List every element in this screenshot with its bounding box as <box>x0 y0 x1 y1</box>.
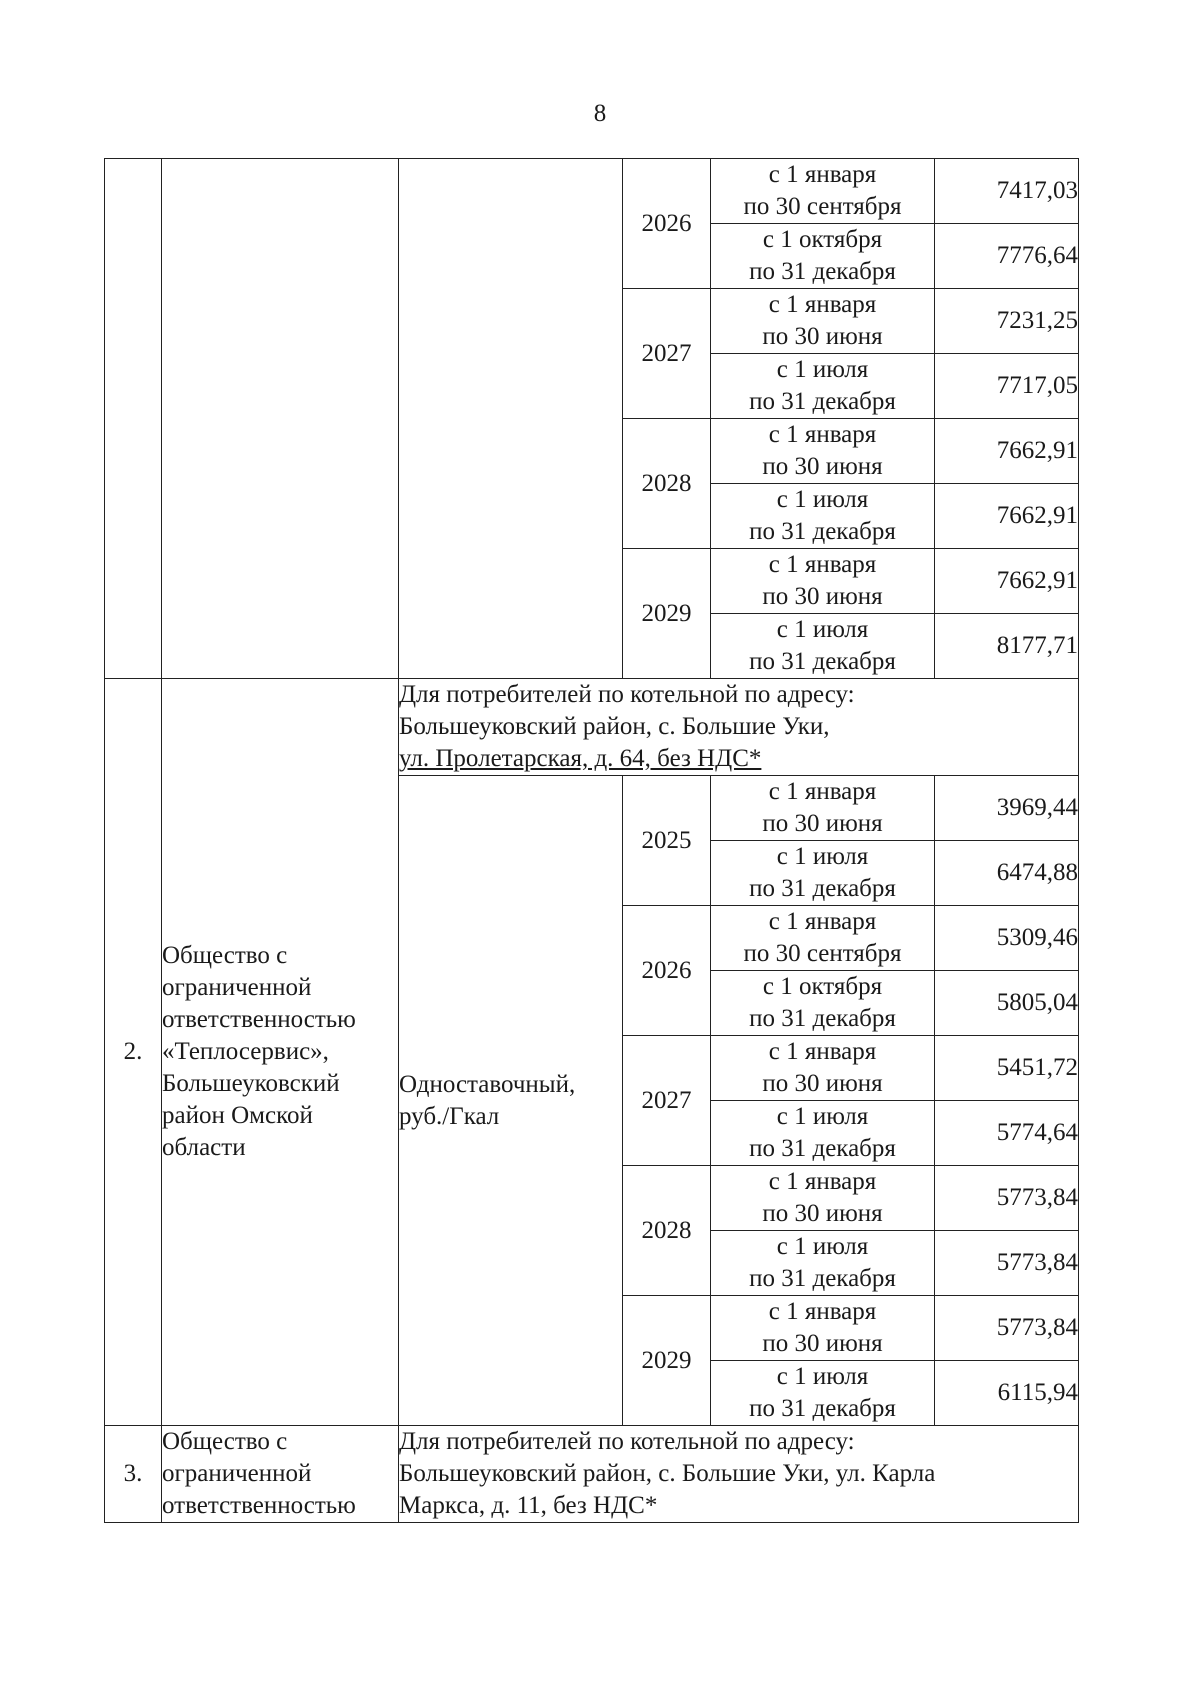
period-cell: с 1 июля по 31 декабря <box>711 484 935 549</box>
consumer-description: Для потребителей по котельной по адресу: Большеуковский район, с. Большие Уки, ул. Пролетарская, д. 64, без НДС* <box>399 679 1079 776</box>
tariff-value: 7231,25 <box>935 289 1079 354</box>
period-cell: с 1 января по 30 июня <box>711 289 935 354</box>
consumer-description: Для потребителей по котельной по адресу: Большеуковский район, с. Большие Уки, ул. Карла Маркса, д. 11, без НДС* <box>399 1426 1079 1523</box>
organization-name: Общество с ограниченной ответственностью <box>162 1426 399 1523</box>
tariff-value: 5773,84 <box>935 1296 1079 1361</box>
tariff-value: 7662,91 <box>935 549 1079 614</box>
tariff-value: 5773,84 <box>935 1231 1079 1296</box>
year-cell: 2029 <box>623 1296 711 1426</box>
table-row <box>105 159 1079 224</box>
page-number: 8 <box>593 100 607 127</box>
period-cell: с 1 января по 30 июня <box>711 776 935 841</box>
organization-name: Общество с ограниченной ответственностью «Теплосервис», Большеуковский район Омской области <box>162 679 399 1426</box>
period-cell: с 1 января по 30 сентября <box>711 159 935 224</box>
tariff-value: 6115,94 <box>935 1361 1079 1426</box>
year-cell: 2028 <box>623 419 711 549</box>
table-row <box>105 679 1079 776</box>
tariff-value: 7662,91 <box>935 419 1079 484</box>
tariff-value: 3969,44 <box>935 776 1079 841</box>
tariff-value: 7417,03 <box>935 159 1079 224</box>
tariff-type: Одноставочный, руб./Гкал <box>399 776 623 1426</box>
year-cell: 2026 <box>623 159 711 289</box>
blank-num-cell <box>105 159 162 679</box>
tariff-value: 7717,05 <box>935 354 1079 419</box>
tariff-value: 7776,64 <box>935 224 1079 289</box>
blank-type-cell <box>399 159 623 679</box>
year-cell: 2026 <box>623 906 711 1036</box>
year-cell: 2025 <box>623 776 711 906</box>
tariff-value: 5309,46 <box>935 906 1079 971</box>
period-cell: с 1 января по 30 июня <box>711 549 935 614</box>
tariff-value: 7662,91 <box>935 484 1079 549</box>
year-cell: 2027 <box>623 289 711 419</box>
year-cell: 2028 <box>623 1166 711 1296</box>
period-cell: с 1 июля по 31 декабря <box>711 1361 935 1426</box>
row-number: 3. <box>105 1426 162 1523</box>
period-cell: с 1 октября по 31 декабря <box>711 224 935 289</box>
period-cell: с 1 июля по 31 декабря <box>711 1231 935 1296</box>
tariff-value: 5451,72 <box>935 1036 1079 1101</box>
tariff-table <box>104 158 1079 1523</box>
period-cell: с 1 января по 30 июня <box>711 1036 935 1101</box>
year-cell: 2027 <box>623 1036 711 1166</box>
table-row <box>105 1426 1079 1523</box>
tariff-value: 8177,71 <box>935 614 1079 679</box>
tariff-value: 5805,04 <box>935 971 1079 1036</box>
tariff-value: 5774,64 <box>935 1101 1079 1166</box>
tariff-value: 6474,88 <box>935 841 1079 906</box>
tariff-value: 5773,84 <box>935 1166 1079 1231</box>
period-cell: с 1 октября по 31 декабря <box>711 971 935 1036</box>
period-cell: с 1 января по 30 сентября <box>711 906 935 971</box>
period-cell: с 1 января по 30 июня <box>711 419 935 484</box>
period-cell: с 1 июля по 31 декабря <box>711 614 935 679</box>
row-number: 2. <box>105 679 162 1426</box>
period-cell: с 1 января по 30 июня <box>711 1296 935 1361</box>
period-cell: с 1 июля по 31 декабря <box>711 841 935 906</box>
period-cell: с 1 января по 30 июня <box>711 1166 935 1231</box>
period-cell: с 1 июля по 31 декабря <box>711 354 935 419</box>
period-cell: с 1 июля по 31 декабря <box>711 1101 935 1166</box>
blank-org-cell <box>162 159 399 679</box>
year-cell: 2029 <box>623 549 711 679</box>
